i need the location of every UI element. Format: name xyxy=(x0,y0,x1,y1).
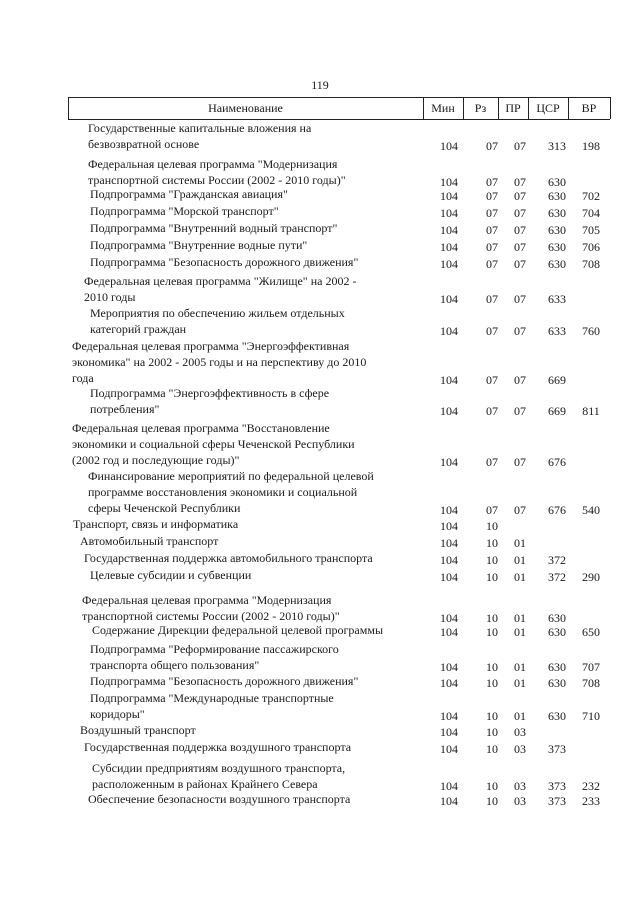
cell-pr: 01 xyxy=(514,676,526,690)
cell-pr: 03 xyxy=(514,742,526,756)
cell-csr: 630 xyxy=(548,660,566,674)
cell-min: 104 xyxy=(440,223,458,237)
row-name: Федеральная целевая программа "Модернизация транспортной системы России (2002 - 2010 годы)" xyxy=(88,157,346,187)
cell-pr: 07 xyxy=(514,292,526,306)
row-name: Государственная поддержка воздушного транспорта xyxy=(84,740,352,754)
cell-vr: 710 xyxy=(582,709,600,723)
cell-rz: 07 xyxy=(486,373,498,387)
row-name: Субсидии предприятиям воздушного транспорта, расположенным в районах Крайнего Севера xyxy=(92,761,346,791)
cell-min: 104 xyxy=(440,455,458,469)
cell-min: 104 xyxy=(440,570,458,584)
cell-csr: 630 xyxy=(548,625,566,639)
cell-vr: 232 xyxy=(582,779,600,793)
cell-pr: 07 xyxy=(514,240,526,254)
cell-pr: 07 xyxy=(514,503,526,517)
cell-rz: 10 xyxy=(486,725,498,739)
row-name: Федеральная целевая программа "Модернизация транспортной системы России (2002 - 2010 годы)" xyxy=(82,593,340,623)
header-pr: ПР xyxy=(505,101,521,115)
cell-min: 104 xyxy=(440,742,458,756)
cell-csr: 373 xyxy=(548,794,566,808)
cell-pr: 01 xyxy=(514,625,526,639)
cell-rz: 10 xyxy=(486,570,498,584)
row-name: Подпрограмма "Реформирование пассажирского транспорта общего пользования" xyxy=(90,642,339,672)
cell-pr: 07 xyxy=(514,324,526,338)
row-name: Подпрограмма "Внутренний водный транспорт" xyxy=(90,221,338,235)
cell-rz: 10 xyxy=(486,625,498,639)
cell-min: 104 xyxy=(440,660,458,674)
cell-csr: 630 xyxy=(548,611,566,625)
cell-csr: 676 xyxy=(548,503,566,517)
cell-min: 104 xyxy=(440,611,458,625)
cell-pr: 07 xyxy=(514,455,526,469)
cell-min: 104 xyxy=(440,553,458,567)
row-name: Федеральная целевая программа "Энергоэффективная экономика" на 2002 - 2005 годы и на перспективу до 2010 года xyxy=(72,339,367,385)
cell-vr: 540 xyxy=(582,503,600,517)
cell-vr: 811 xyxy=(582,404,600,418)
cell-rz: 10 xyxy=(486,660,498,674)
cell-min: 104 xyxy=(440,519,458,533)
cell-csr: 633 xyxy=(548,292,566,306)
header-vr: ВР xyxy=(581,101,597,115)
cell-csr: 630 xyxy=(548,223,566,237)
cell-pr: 01 xyxy=(514,611,526,625)
cell-pr: 07 xyxy=(514,189,526,203)
cell-pr: 07 xyxy=(514,257,526,271)
cell-csr: 630 xyxy=(548,240,566,254)
header-separator xyxy=(528,97,529,119)
row-name: Обеспечение безопасности воздушного транспорта xyxy=(88,792,351,806)
cell-vr: 702 xyxy=(582,189,600,203)
cell-min: 104 xyxy=(440,257,458,271)
cell-pr: 01 xyxy=(514,660,526,674)
header-separator xyxy=(68,97,69,119)
cell-rz: 07 xyxy=(486,223,498,237)
cell-vr: 707 xyxy=(582,660,600,674)
cell-min: 104 xyxy=(440,240,458,254)
header-separator xyxy=(568,97,569,119)
cell-csr: 372 xyxy=(548,570,566,584)
cell-pr: 07 xyxy=(514,404,526,418)
row-name: Автомобильный транспорт xyxy=(80,534,219,548)
row-name: Подпрограмма "Энергоэффективность в сфере потребления" xyxy=(90,386,330,416)
row-name: Федеральная целевая программа "Жилище" на 2002 - 2010 годы xyxy=(84,274,357,304)
cell-rz: 07 xyxy=(486,240,498,254)
cell-min: 104 xyxy=(440,189,458,203)
cell-vr: 708 xyxy=(582,676,600,690)
row-name: Содержание Дирекции федеральной целевой программы xyxy=(92,623,384,637)
cell-rz: 07 xyxy=(486,503,498,517)
cell-rz: 10 xyxy=(486,709,498,723)
cell-pr: 03 xyxy=(514,779,526,793)
cell-rz: 07 xyxy=(486,404,498,418)
row-name: Мероприятия по обеспечению жильем отдельных категорий граждан xyxy=(90,306,345,336)
cell-min: 104 xyxy=(440,536,458,550)
row-name: Целевые субсидии и субвенции xyxy=(90,568,252,582)
cell-pr: 07 xyxy=(514,206,526,220)
cell-min: 104 xyxy=(440,139,458,153)
cell-min: 104 xyxy=(440,292,458,306)
cell-min: 104 xyxy=(440,779,458,793)
cell-rz: 10 xyxy=(486,553,498,567)
cell-vr: 708 xyxy=(582,257,600,271)
cell-rz: 10 xyxy=(486,519,498,533)
cell-rz: 10 xyxy=(486,676,498,690)
cell-rz: 07 xyxy=(486,324,498,338)
cell-csr: 676 xyxy=(548,455,566,469)
cell-csr: 630 xyxy=(548,676,566,690)
cell-csr: 633 xyxy=(548,324,566,338)
cell-min: 104 xyxy=(440,206,458,220)
cell-csr: 630 xyxy=(548,206,566,220)
cell-rz: 07 xyxy=(486,175,498,189)
cell-vr: 198 xyxy=(582,139,600,153)
cell-rz: 10 xyxy=(486,611,498,625)
row-name: Подпрограмма "Внутренние водные пути" xyxy=(90,238,308,252)
cell-min: 104 xyxy=(440,175,458,189)
cell-csr: 630 xyxy=(548,709,566,723)
cell-min: 104 xyxy=(440,503,458,517)
row-name: Финансирование мероприятий по федеральной целевой программе восстановления экономики и социальной сферы Чеченской Республики xyxy=(88,469,374,515)
cell-min: 104 xyxy=(440,794,458,808)
cell-vr: 704 xyxy=(582,206,600,220)
page-number: 119 xyxy=(311,78,329,92)
cell-vr: 760 xyxy=(582,324,600,338)
cell-vr: 233 xyxy=(582,794,600,808)
cell-vr: 706 xyxy=(582,240,600,254)
cell-csr: 373 xyxy=(548,779,566,793)
row-name: Воздушный транспорт xyxy=(80,723,196,737)
cell-min: 104 xyxy=(440,373,458,387)
cell-rz: 07 xyxy=(486,206,498,220)
row-name: Подпрограмма "Безопасность дорожного движения" xyxy=(90,255,359,269)
row-name: Подпрограмма "Международные транспортные коридоры" xyxy=(90,691,334,721)
row-name: Подпрограмма "Безопасность дорожного движения" xyxy=(90,674,359,688)
cell-pr: 07 xyxy=(514,223,526,237)
cell-vr: 650 xyxy=(582,625,600,639)
cell-csr: 630 xyxy=(548,257,566,271)
header-separator xyxy=(423,97,424,119)
cell-min: 104 xyxy=(440,404,458,418)
header-csr: ЦСР xyxy=(536,101,560,115)
cell-csr: 630 xyxy=(548,175,566,189)
header-name: Наименование xyxy=(208,101,283,115)
cell-pr: 01 xyxy=(514,570,526,584)
cell-pr: 07 xyxy=(514,175,526,189)
row-name: Федеральная целевая программа "Восстановление экономики и социальной сферы Чеченской Республики (2002 год и последующие годы)" xyxy=(72,421,355,467)
row-name: Государственные капитальные вложения на безвозвратной основе xyxy=(88,121,312,151)
cell-rz: 10 xyxy=(486,779,498,793)
row-name: Подпрограмма "Гражданская авиация" xyxy=(90,187,288,201)
cell-csr: 669 xyxy=(548,404,566,418)
cell-pr: 01 xyxy=(514,709,526,723)
cell-rz: 07 xyxy=(486,139,498,153)
cell-pr: 03 xyxy=(514,725,526,739)
cell-min: 104 xyxy=(440,725,458,739)
cell-min: 104 xyxy=(440,676,458,690)
cell-pr: 07 xyxy=(514,139,526,153)
cell-rz: 10 xyxy=(486,536,498,550)
cell-vr: 290 xyxy=(582,570,600,584)
cell-pr: 01 xyxy=(514,536,526,550)
cell-csr: 313 xyxy=(548,139,566,153)
header-rz: Рз xyxy=(474,101,487,115)
cell-rz: 10 xyxy=(486,794,498,808)
cell-csr: 630 xyxy=(548,189,566,203)
cell-rz: 10 xyxy=(486,742,498,756)
row-name: Государственная поддержка автомобильного транспорта xyxy=(84,551,373,565)
cell-csr: 373 xyxy=(548,742,566,756)
cell-min: 104 xyxy=(440,709,458,723)
cell-rz: 07 xyxy=(486,189,498,203)
cell-rz: 07 xyxy=(486,455,498,469)
row-name: Транспорт, связь и информатика xyxy=(73,517,239,531)
header-min: Мин xyxy=(431,101,455,115)
row-name: Подпрограмма "Морской транспорт" xyxy=(90,204,279,218)
cell-min: 104 xyxy=(440,324,458,338)
cell-vr: 705 xyxy=(582,223,600,237)
cell-pr: 07 xyxy=(514,373,526,387)
header-separator xyxy=(498,97,499,119)
cell-pr: 01 xyxy=(514,553,526,567)
header-separator xyxy=(463,97,464,119)
cell-rz: 07 xyxy=(486,292,498,306)
cell-min: 104 xyxy=(440,625,458,639)
cell-csr: 669 xyxy=(548,373,566,387)
cell-csr: 372 xyxy=(548,553,566,567)
cell-pr: 03 xyxy=(514,794,526,808)
cell-rz: 07 xyxy=(486,257,498,271)
header-separator xyxy=(610,97,611,119)
